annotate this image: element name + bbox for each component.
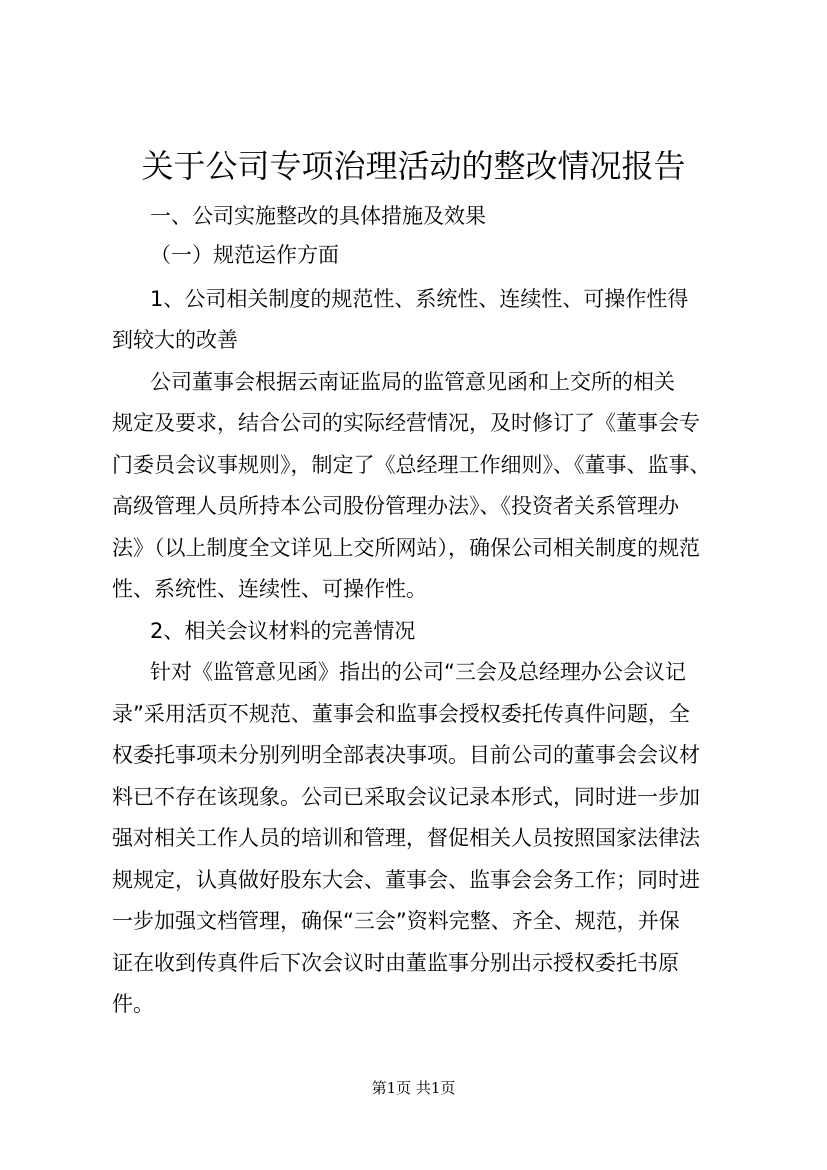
paragraph-line: 规定及要求，结合公司的实际经营情况，及时修订了《董事会专 — [112, 411, 700, 435]
paragraph-line: 权委托事项未分别列明全部表决事项。目前公司的董事会会议材 — [112, 743, 700, 767]
paragraph-line: 规规定，认真做好股东大会、董事会、监事会会务工作；同时进 — [112, 868, 700, 892]
section-heading: 一、公司实施整改的具体措施及效果 — [150, 204, 486, 228]
paragraph-line: 性、系统性、连续性、可操作性。 — [112, 577, 427, 601]
subsection-heading: （一）规范运作方面 — [150, 243, 339, 267]
paragraph-line: 件。 — [112, 992, 154, 1016]
document-title: 关于公司专项治理活动的整改情况报告 — [141, 147, 686, 185]
paragraph-line: 门委员会议事规则》，制定了《总经理工作细则》、《董事、监事、 — [112, 453, 711, 477]
paragraph-line: 针对《监管意见函》指出的公司“三会及总经理办公会议记 — [150, 660, 686, 684]
paragraph-line: 法》（以上制度全文详见上交所网站），确保公司相关制度的规范 — [112, 536, 700, 560]
paragraph-line: 2、相关会议材料的完善情况 — [150, 619, 416, 643]
paragraph-line: 一步加强文档管理，确保“三会”资料完整、齐全、规范，并保 — [112, 909, 680, 933]
paragraph-line: 料已不存在该现象。公司已采取会议记录本形式，同时进一步加 — [112, 785, 700, 809]
paragraph-line: 到较大的改善 — [112, 328, 238, 352]
page-number-footer: 第1页 共1页 — [371, 1079, 456, 1097]
paragraph-line: 录”采用活页不规范、董事会和监事会授权委托传真件问题，全 — [112, 702, 690, 726]
paragraph-line: 强对相关工作人员的培训和管理，督促相关人员按照国家法律法 — [112, 826, 700, 850]
paragraph-line: 公司董事会根据云南证监局的监管意见函和上交所的相关 — [150, 370, 675, 394]
paragraph-line: 证在收到传真件后下次会议时由董监事分别出示授权委托书原 — [112, 951, 679, 975]
paragraph-line: 高级管理人员所持本公司股份管理办法》、《投资者关系管理办 — [112, 494, 679, 518]
paragraph-line: 1、公司相关制度的规范性、系统性、连续性、可操作性得 — [150, 287, 689, 311]
